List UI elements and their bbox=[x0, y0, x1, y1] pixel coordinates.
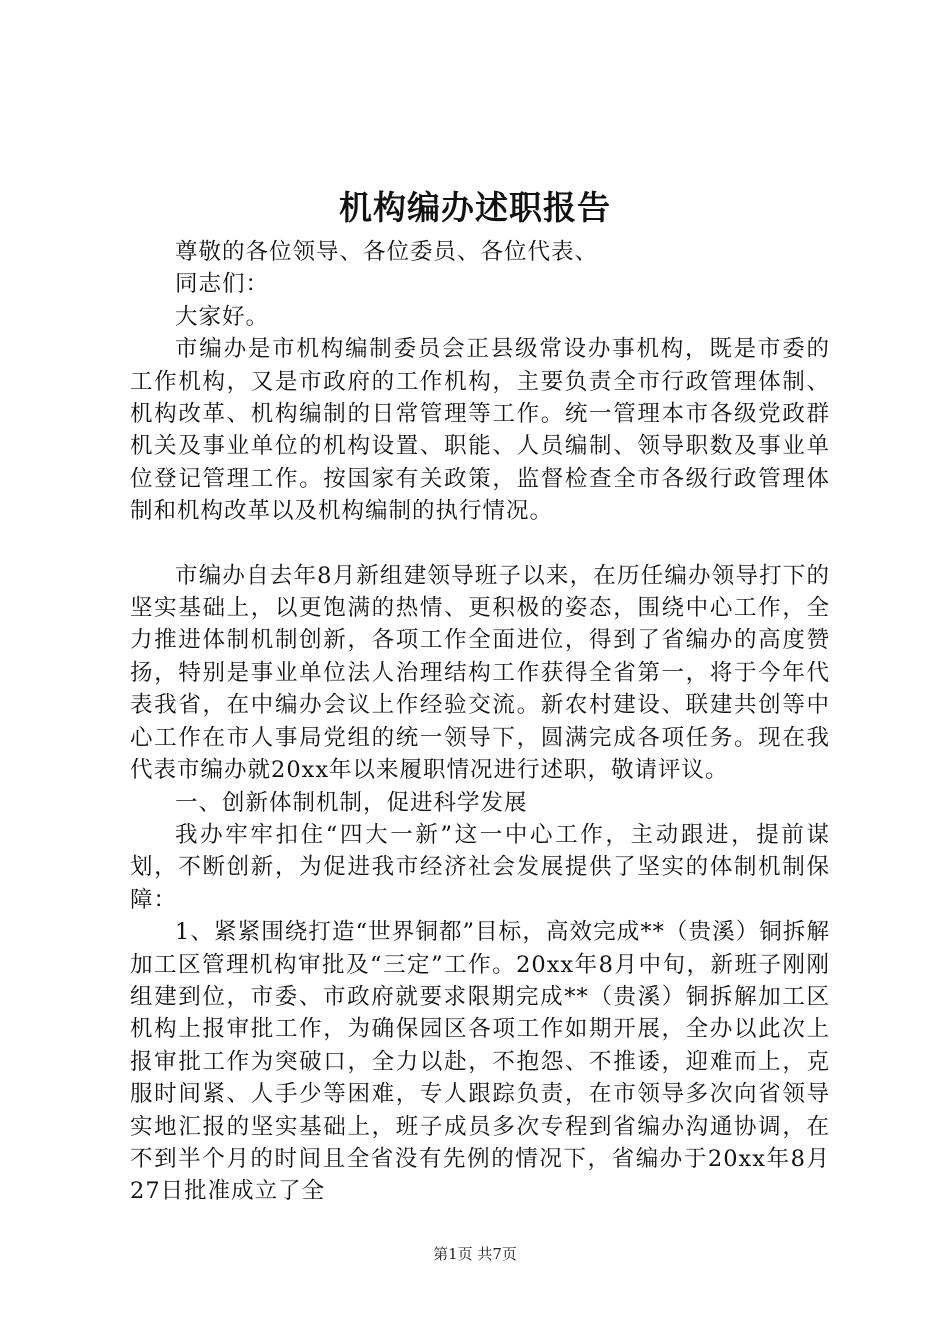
section-heading: 一、创新体制机制，促进科学发展 bbox=[175, 789, 528, 816]
greeting-line: 大家好。 bbox=[175, 303, 270, 330]
salutation-line: 同志们： bbox=[175, 271, 270, 298]
body-paragraph: 1、紧紧围绕打造“世界铜都”目标，高效完成**（贵溪）铜拆解加工区管理机构审批及“三定”工作。20xx年8月中旬，新班子刚刚组建到位，市委、市政府就要求限期完成**（贵溪）铜拆解加工区机构上报审批工作，为确保园区各项工作如期开展，全办以此次上报审批工作为突破口，全力以赴，不抱怨、不推诿，迎难而上，克服时间紧、人手少等困难，专人跟踪负责，在市领导多次向省领导实地汇报的坚实基础上，班子成员多次专程到省编办沟通协调，在不到半个月的时间且全省没有先例的情况下，省编办于20xx年8月27日批准成立了全 bbox=[130, 919, 830, 1205]
salutation-line: 尊敬的各位领导、各位委员、各位代表、 bbox=[175, 239, 599, 265]
document-title: 机构编办述职报告 bbox=[339, 188, 611, 227]
body-paragraph: 我办牢牢扣住“四大一新”这一中心工作，主动跟进，提前谋划，不断创新，为促进我市经济社会发展提供了坚实的体制机制保障： bbox=[130, 821, 830, 913]
body-paragraph: 市编办自去年8月新组建领导班子以来，在历任编办领导打下的坚实基础上，以更饱满的热情、更积极的姿态，围绕中心工作，全力推进体制机制创新，各项工作全面进位，得到了省编办的高度赞扬，特别是事业单位法人治理结构工作获得全省第一，将于今年代表我省，在中编办会议上作经验交流。新农村建设、联建共创等中心工作在市人事局党组的统一领导下，圆满完成各项任务。现在我代表市编办就20xx年以来履职情况进行述职，敬请评议。 bbox=[130, 562, 830, 784]
body-paragraph: 市编办是市机构编制委员会正县级常设办事机构，既是市委的工作机构，又是市政府的工作机构，主要负责全市行政管理体制、机构改革、机构编制的日常管理等工作。统一管理本市各级党政群机关及事业单位的机构设置、职能、人员编制、领导职数及事业单位登记管理工作。按国家有关政策，监督检查全市各级行政管理体制和机构改革以及机构编制的执行情况。 bbox=[130, 336, 830, 525]
page-footer: 第1页 共7页 bbox=[433, 1245, 517, 1263]
document-body bbox=[130, 236, 830, 1208]
